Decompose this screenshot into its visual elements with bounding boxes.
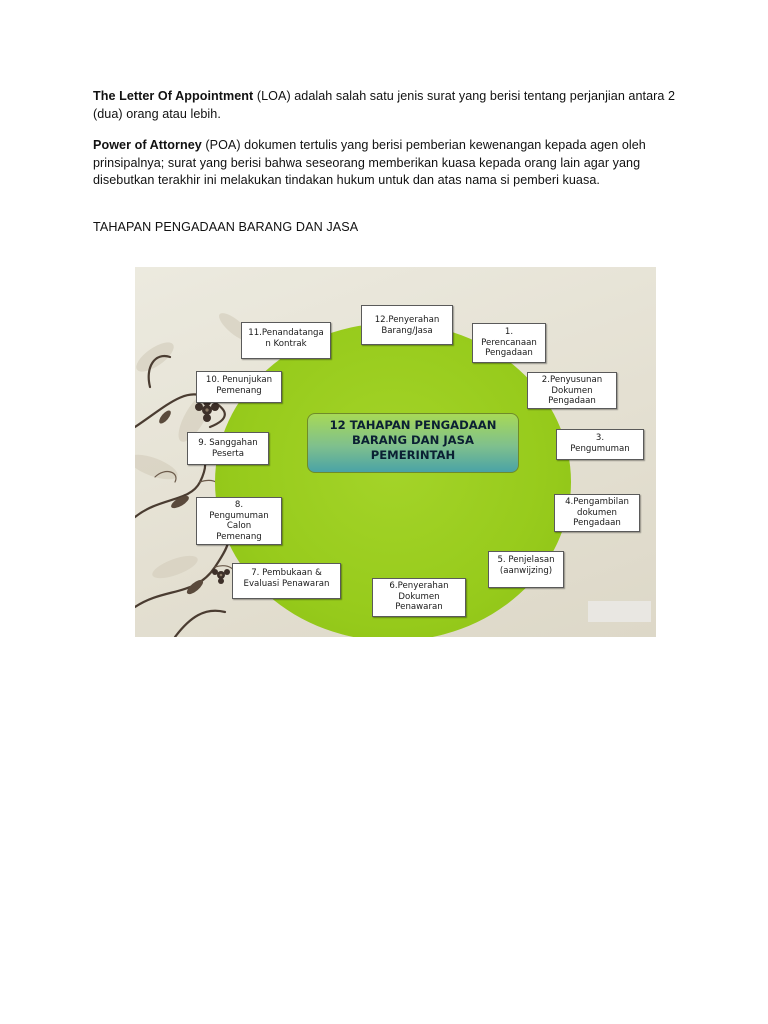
step-label-line: Pemenang	[216, 531, 262, 542]
step-label-line: 12.Penyerahan	[374, 315, 440, 325]
loa-paragraph	[93, 88, 683, 123]
step-4-pengambilan-dokumen	[554, 494, 640, 532]
step-6-penyerahan-dokumen	[372, 578, 466, 617]
step-label-line: 11.Penandatanga	[248, 328, 324, 338]
loa-term: The Letter Of Appointment	[93, 89, 254, 103]
step-label-line: n Kontrak	[265, 338, 307, 349]
center-title-line-2: BARANG DAN JASA	[352, 433, 474, 447]
step-1-perencanaan	[472, 323, 546, 363]
loa-definition: (LOA) adalah salah satu jenis surat yang berisi tentang perjanjian antara 2 (dua) orang atau lebih.	[93, 89, 676, 121]
center-title-box	[307, 413, 519, 473]
step-label-line: Dokumen	[551, 385, 593, 396]
step-label-line: Pengumuman	[209, 510, 269, 521]
step-label-line: Peserta	[211, 448, 245, 459]
step-label-line: Penawaran	[395, 602, 443, 613]
slide-corner-box	[588, 601, 651, 622]
step-label-line: 6.Penyerahan	[389, 581, 449, 591]
procurement-stages-diagram	[135, 267, 656, 637]
step-12-penyerahan-barang	[361, 305, 453, 345]
step-label-line: 1.	[504, 327, 514, 337]
center-title-line-3: PEMERINTAH	[370, 448, 456, 462]
step-label-line: 4.Pengambilan	[565, 497, 629, 507]
step-label-line: Evaluasi Penawaran	[243, 578, 330, 589]
step-7-pembukaan-evaluasi	[232, 563, 341, 599]
step-label-line: 8.	[234, 500, 244, 510]
step-label-line: 5. Penjelasan	[497, 555, 555, 565]
poa-term: Power of Attorney	[93, 138, 202, 152]
section-heading: TAHAPAN PENGADAAN BARANG DAN JASA	[93, 220, 359, 234]
step-label-line: 3.	[595, 433, 605, 443]
step-5-penjelasan	[488, 551, 564, 588]
step-label-line: 9. Sanggahan	[198, 438, 258, 448]
step-label-line: Pengadaan	[573, 518, 621, 529]
step-label-line: Pemenang	[216, 385, 262, 396]
step-label-line: Dokumen	[398, 591, 440, 602]
step-label-line: Pengumuman	[570, 443, 630, 454]
step-label-line: 10. Penunjukan	[205, 375, 273, 385]
step-label-line: 2.Penyusunan	[541, 375, 603, 385]
step-10-penunjukan-pemenang	[196, 371, 282, 403]
step-label-line: Barang/Jasa	[381, 325, 433, 336]
step-9-sanggahan	[187, 432, 269, 465]
poa-paragraph	[93, 137, 683, 190]
step-2-penyusunan-dokumen	[527, 372, 617, 409]
center-title-line-1: 12 TAHAPAN PENGADAAN	[329, 418, 497, 432]
poa-definition: (POA) dokumen tertulis yang berisi pemberian kewenangan kepada agen oleh prinsipalnya; surat yang berisi bahwa seseorang memberikan kuasa kepada orang lain agar yang disebutkan terakhir ini melakukan tindakan hukum untuk dan atas nama si pemberi kuasa.	[93, 138, 646, 187]
step-11-penandatanganan-kontrak	[241, 322, 331, 359]
step-8-pengumuman-calon-pemenang	[196, 497, 282, 545]
step-label-line: Perencanaan	[481, 337, 537, 348]
step-3-pengumuman	[556, 429, 644, 460]
step-label-line: Calon	[226, 521, 252, 532]
step-label-line: (aanwijzing)	[499, 565, 553, 576]
step-label-line: Pengadaan	[485, 348, 533, 359]
step-label-line: 7. Pembukaan &	[251, 568, 322, 578]
step-label-line: Pengadaan	[548, 396, 596, 407]
step-label-line: dokumen	[577, 507, 617, 518]
